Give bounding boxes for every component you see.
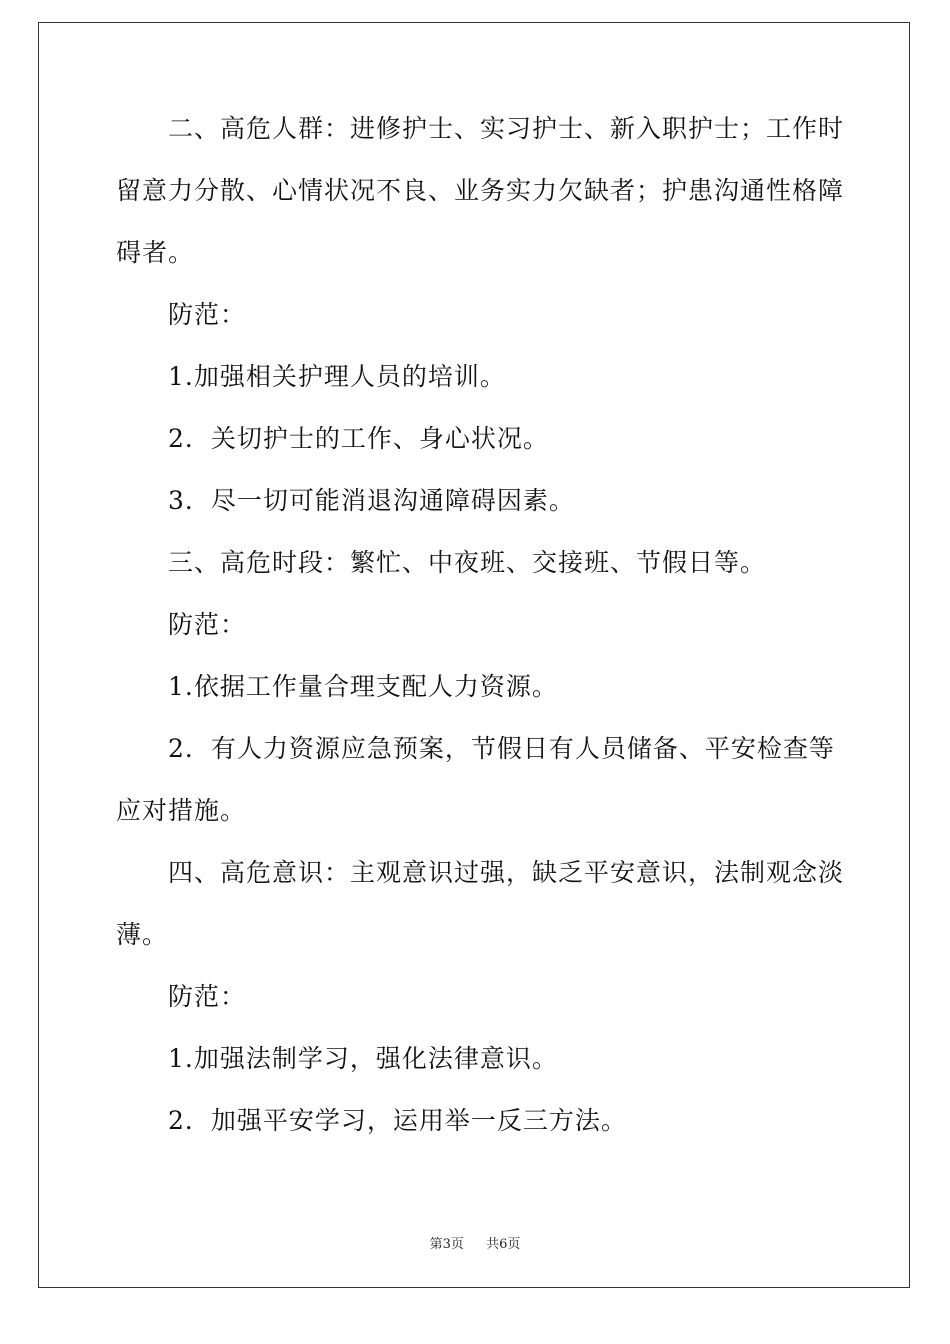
paragraph-list-item: 3．尽一切可能消退沟通障碍因素。 xyxy=(168,486,575,515)
paragraph-high-risk-people: 二、高危人群：进修护士、实习护士、新入职护士；工作时留意力分散、心情状况不良、业务实力欠缺者；护患沟通性格障碍者。 xyxy=(116,114,845,267)
paragraph-prevention-heading: 防范： xyxy=(168,982,247,1011)
page-footer xyxy=(0,1233,950,1252)
paragraph-list-item: 2．加强平安学习，运用举一反三方法。 xyxy=(168,1106,627,1135)
page-number-current: 第3页 xyxy=(429,1237,464,1252)
paragraph-list-item: 1.加强相关护理人员的培训。 xyxy=(168,362,506,391)
paragraph-list-item: 1.依据工作量合理支配人力资源。 xyxy=(168,672,558,701)
page-number-total: 共6页 xyxy=(486,1237,521,1252)
document-body xyxy=(116,98,846,1152)
paragraph-list-item: 1.加强法制学习，强化法律意识。 xyxy=(168,1044,558,1073)
paragraph-list-item: 2．有人力资源应急预案，节假日有人员储备、平安检查等应对措施。 xyxy=(116,734,835,825)
paragraph-high-risk-awareness: 四、高危意识：主观意识过强，缺乏平安意识，法制观念淡薄。 xyxy=(116,858,845,949)
paragraph-list-item: 2．关切护士的工作、身心状况。 xyxy=(168,424,549,453)
paragraph-high-risk-periods: 三、高危时段：繁忙、中夜班、交接班、节假日等。 xyxy=(168,548,767,577)
paragraph-prevention-heading: 防范： xyxy=(168,300,247,329)
paragraph-prevention-heading: 防范： xyxy=(168,610,247,639)
